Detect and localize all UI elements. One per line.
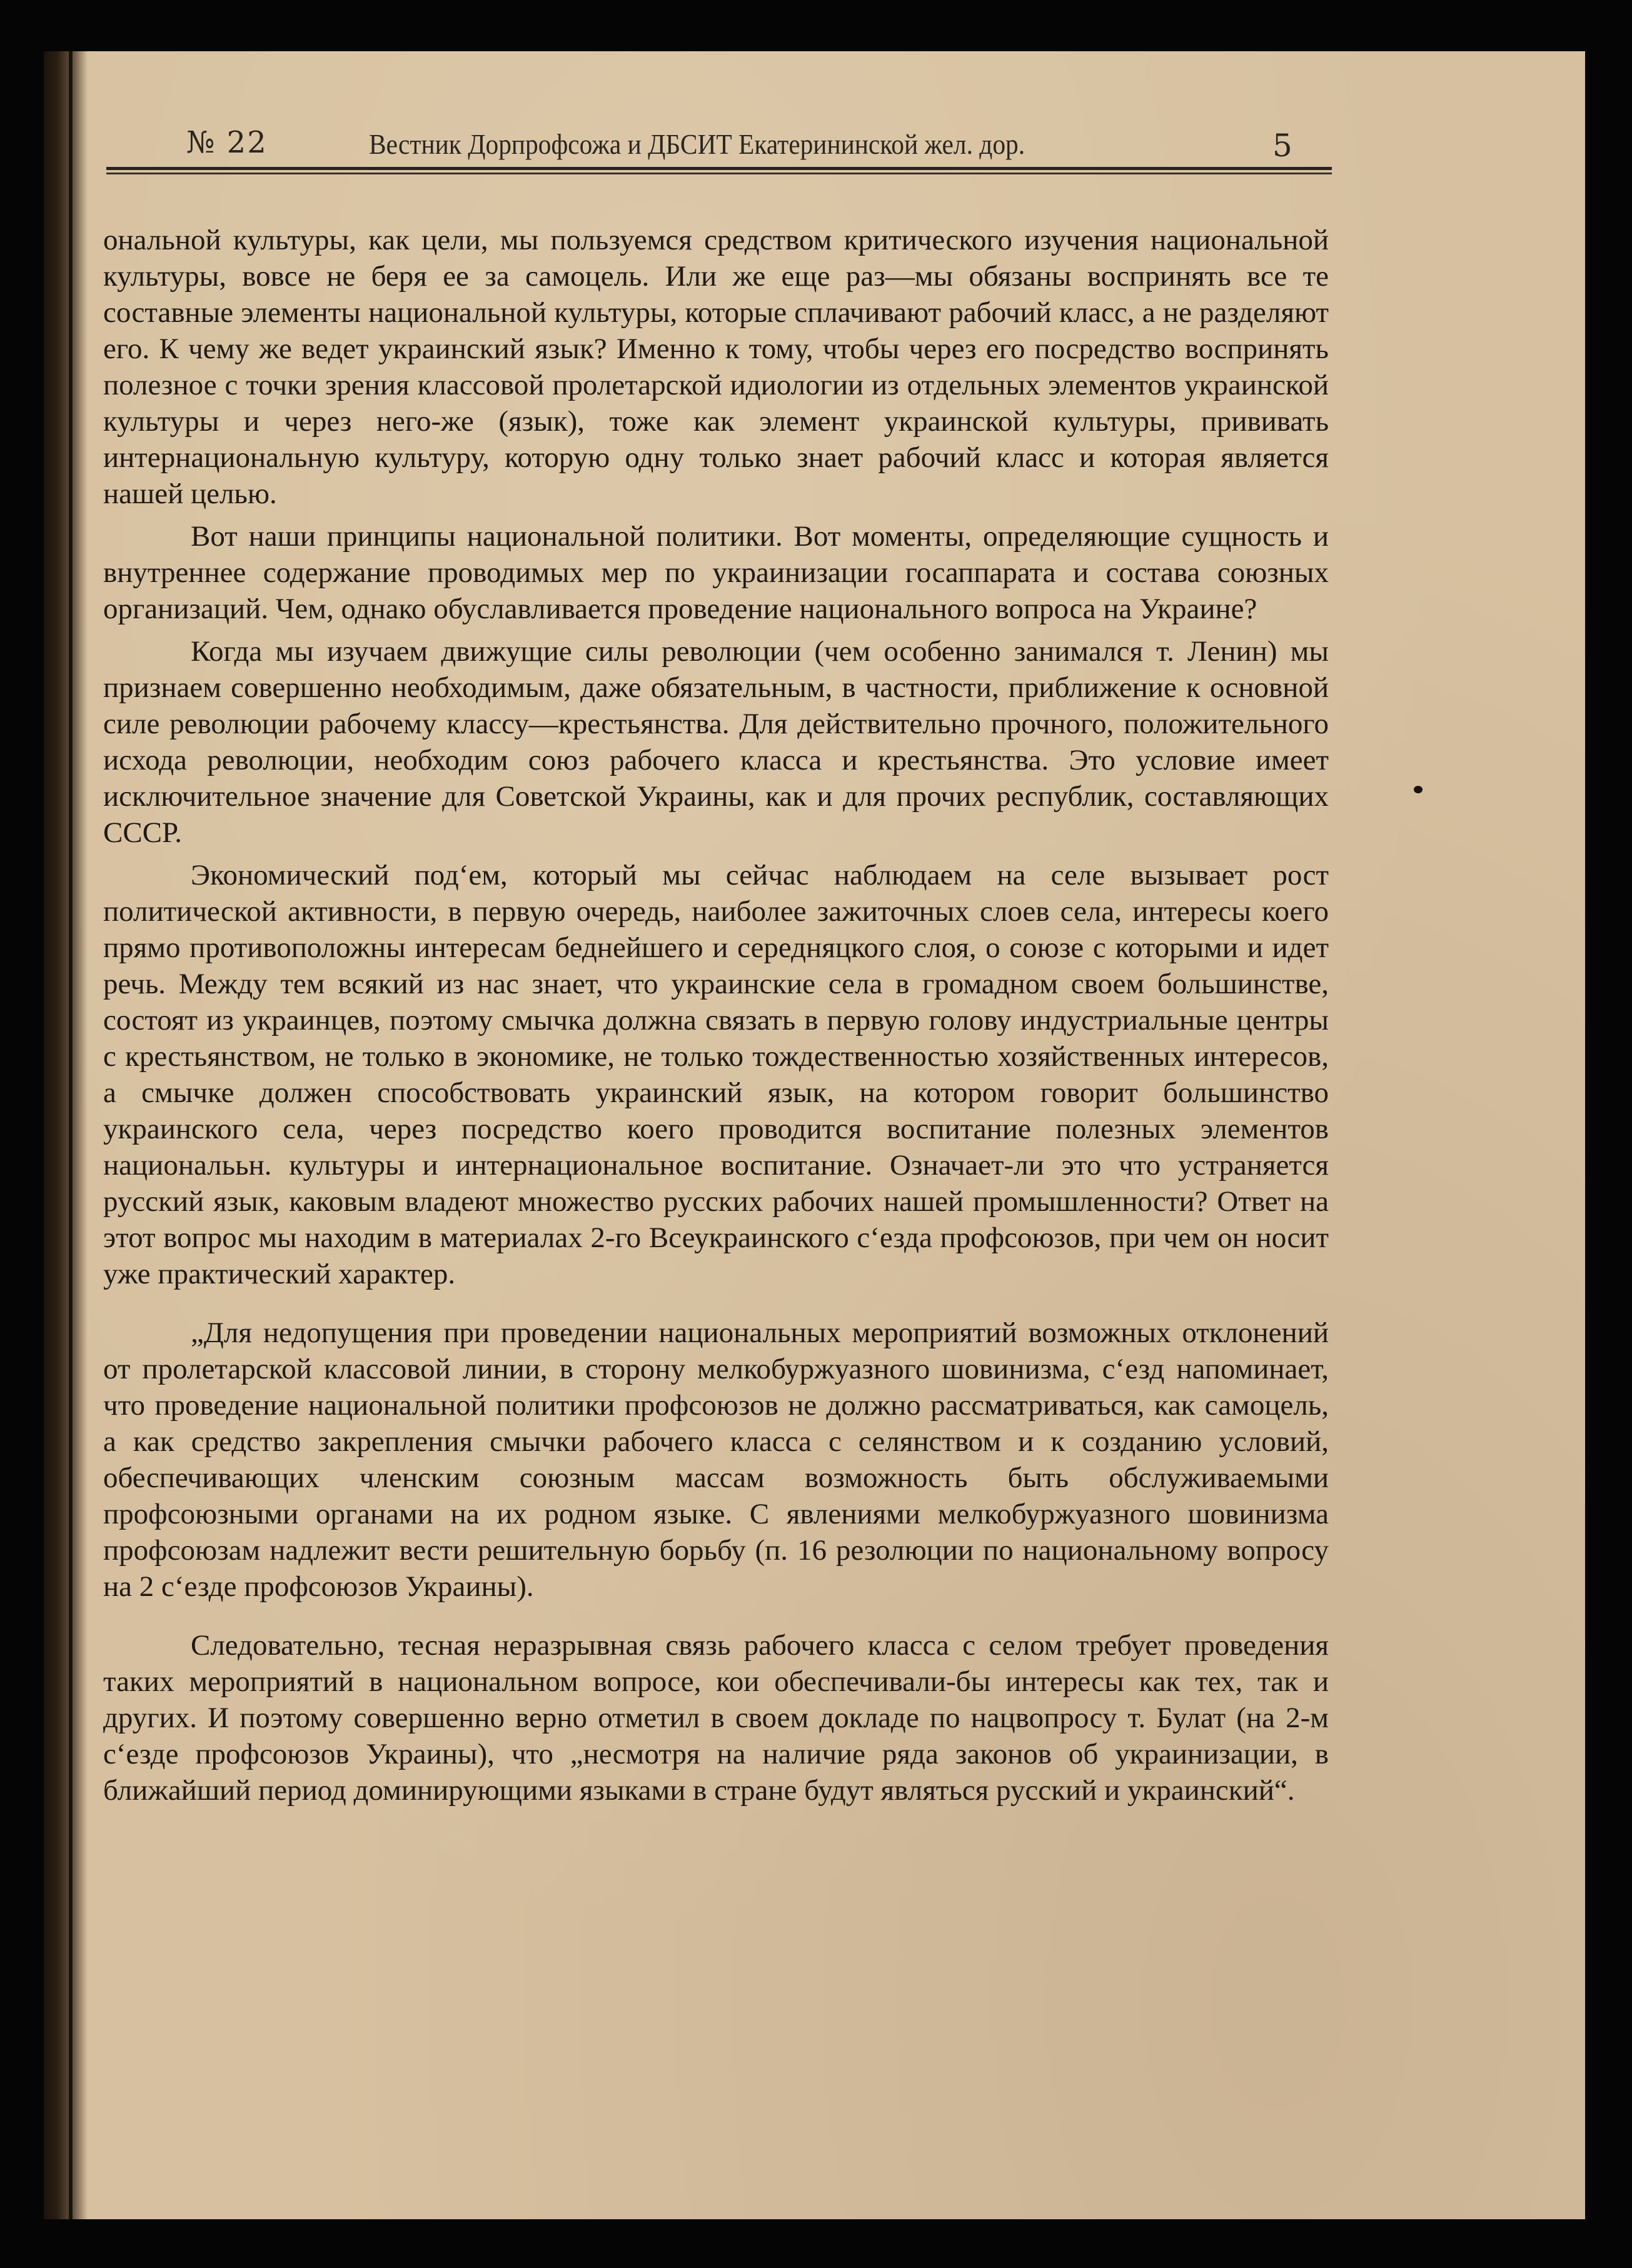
page-binding xyxy=(44,51,88,2219)
binding-edge xyxy=(69,51,73,2219)
header-rule-thick xyxy=(106,167,1332,170)
paragraph-revolution-forces: Когда мы изучаем движущие силы революции (чем особенно занимался т. Ленин) мы признаем совершенно необходимым, даже обязательным, в частности, приближение к основной силе революции рабочему классу—крестьянства. Для действительно прочного, положительного исхода революции, необходим союз рабочего класса и крестьянства. Это условие имеет исключительное значение для Советской Украины, как и для прочих республик, составляющих СССР. xyxy=(103,635,1329,849)
page-number: 5 xyxy=(1272,128,1292,164)
journal-title: Вестник Дорпрофсожа и ДБСИТ Екатерининской жел. дор. xyxy=(369,128,1025,160)
paragraph-continuation: ональной культуры, как цели, мы пользуемся средством критического изучения национальной культуры, вовсе не беря ее за самоцель. Или же еще раз—мы обязаны воспринять все те составные элементы национальной культуры, которые сплачивают рабочий класс, а не разделяют его. К чему же ведет украинский язык? Именно к тому, чтобы через его посредство воспринять полезное с точки зрения классовой пролетарской идиологии из отдельных элементов украинской культуры и через него-же (язык), тоже как элемент украинской культуры, прививать интернациональную культуру, которую одну только знает рабочий класс и которая является нашей целью. xyxy=(103,224,1329,510)
paragraph-principles: Вот наши принципы национальной политики. Вот моменты, определяющие сущность и внутреннее содержание проводимых мер по украинизации госаппарата и состава союзных организаций. Чем, однако обуславливается проведение национального вопроса на Украине? xyxy=(103,520,1329,625)
paragraph-economic-rise: Экономический под‘ем, который мы сейчас наблюдаем на селе вызывает рост политической активности, в первую очередь, наиболее зажиточных слоев села, интересы коего прямо противоположны интересам беднейшего и середняцкого слоя, о союзе с которыми и идет речь. Между тем всякий из нас знает, что украинские села в громадном своем большинстве, состоят из украинцев, поэтому смычка должна связать в первую голову индустриальные центры с крестьянством, не только в экономике, не только тождественностью хозяйственных интересов, а смычке должен способствовать украинский язык, на котором говорит большинство украинского села, через посредство коего проводится воспитание полезных элементов националььн. культуры и интернациональное воспитание. Означает-ли это что устраняется русский язык, каковым владеют множество русских рабочих нашей промышленности? Ответ на этот вопрос мы находим в материалах 2-го Всеукраинского с‘езда профсоюзов, при чем он носит уже практический характер. xyxy=(103,859,1329,1290)
ink-spot xyxy=(1414,786,1423,793)
article-body xyxy=(103,222,1329,1809)
running-header xyxy=(106,125,1369,188)
issue-number: № 22 xyxy=(186,125,268,160)
header-rule-thin xyxy=(106,173,1332,174)
paragraph-conclusion: Следовательно, тесная неразрывная связь рабочего класса с селом требует проведения таких мероприятий в национальном вопросе, кои обеспечивали-бы интересы как тех, так и других. И поэтому совершенно верно отметил в своем докладе по нацвопросу т. Булат (на 2-м с‘езде профсоюзов Украины), что „несмотря на наличие ряда законов об украинизации, в ближайший период доминирующими языками в стране будут являться русский и украинский“. xyxy=(103,1629,1329,1807)
paragraph-quote-resolution: „Для недопущения при проведении национальных мероприятий возможных отклонений от пролетарской классовой линии, в сторону мелкобуржуазного шовинизма, с‘езд напоминает, что проведение национальной политики профсоюзов не должно рассматриваться, как самоцель, а как средство закрепления смычки рабочего класса с селянством и к созданию условий, обеспечивающих членским союзным массам возможность быть обслуживаемыми профсоюзными органами на их родном языке. С явлениями мелкобуржуазного шовинизма профсоюзам надлежит вести решительную борьбу (п. 16 резолюции по национальному вопросу на 2 с‘езде профсоюзов Украины). xyxy=(103,1317,1329,1603)
